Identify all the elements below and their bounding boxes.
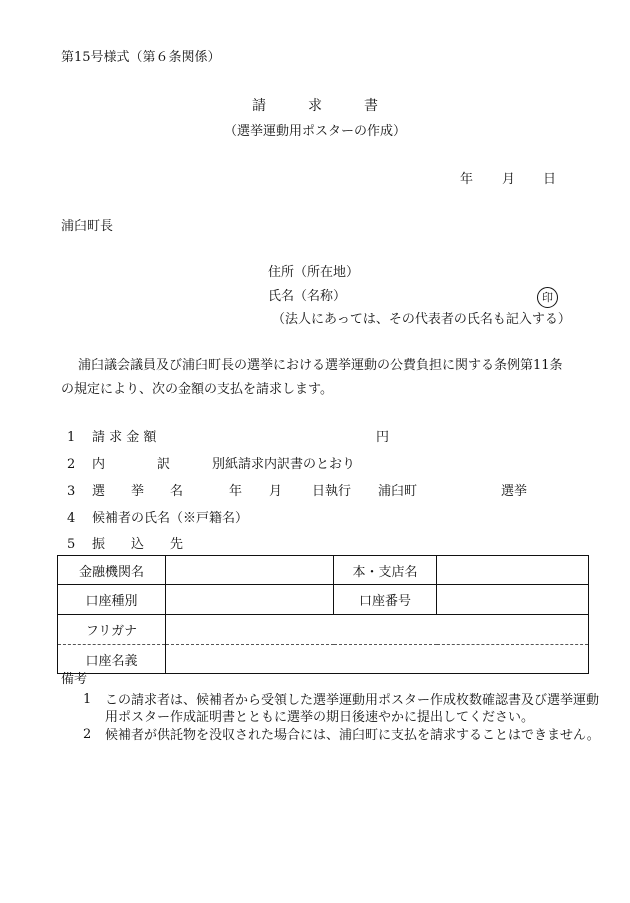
- account-number-label: 口座番号: [334, 585, 437, 615]
- document-subtitle: （選挙運動用ポスターの作成）: [223, 124, 406, 139]
- addressee: 浦臼町長: [61, 219, 114, 234]
- date-year: 年: [460, 172, 474, 187]
- item-number: 5: [67, 537, 76, 552]
- seal-mark: 印: [537, 287, 558, 308]
- branch-label: 本・支店名: [334, 556, 437, 585]
- election-town: 浦臼町: [378, 484, 418, 499]
- note-number: 1: [83, 692, 92, 707]
- item-number: 1: [67, 430, 76, 445]
- note-number: 2: [83, 727, 92, 742]
- account-type-label: 口座種別: [58, 585, 166, 615]
- institution-field[interactable]: [166, 556, 334, 585]
- corporation-note: （法人にあっては、その代表者の氏名も記入する）: [272, 312, 571, 327]
- breakdown-value: 別紙請求内訳書のとおり: [212, 457, 356, 472]
- note-text: 候補者が供託物を没収された場合には、浦臼町に支払を請求することはできません。: [105, 728, 600, 743]
- item-number: 3: [67, 484, 76, 499]
- name-label: 氏名（名称）: [268, 289, 347, 304]
- account-name-field[interactable]: [166, 645, 589, 674]
- note-text: この請求者は、候補者から受領した選挙運動用ポスター作成枚数確認書及び選挙運動用ポスター作成証明書とともに選挙の期日後速やかに提出してください。: [105, 693, 600, 725]
- table-row: [58, 585, 589, 615]
- body-line-1: 浦臼議会議員及び浦臼町長の選挙における選挙運動の公費負担に関する条例第11条: [78, 358, 563, 373]
- notes-heading: 備考: [61, 672, 88, 687]
- item-number: 2: [67, 457, 76, 472]
- table-row: [58, 615, 589, 645]
- election-suffix: 選挙: [501, 484, 528, 499]
- table-row: [58, 645, 589, 674]
- item-label: 内 訳: [92, 457, 171, 472]
- furigana-field[interactable]: [166, 615, 589, 645]
- address-label: 住所（所在地）: [268, 265, 360, 280]
- branch-field[interactable]: [437, 556, 589, 585]
- amount-unit: 円: [376, 430, 390, 445]
- date-month: 月: [502, 172, 516, 187]
- bank-account-table: [57, 555, 589, 674]
- item-label: 選 挙 名: [92, 484, 184, 499]
- item-label: 候補者の氏名（※戸籍名）: [92, 511, 249, 526]
- institution-label: 金融機関名: [58, 556, 166, 585]
- election-month: 月: [269, 484, 283, 499]
- item-number: 4: [67, 511, 76, 526]
- form-number: 第15号様式（第６条関係）: [61, 50, 221, 65]
- furigana-label: フリガナ: [58, 615, 166, 645]
- account-name-label: 口座名義: [58, 645, 166, 674]
- election-year: 年: [229, 484, 243, 499]
- document-title: 請 求 書: [252, 98, 378, 114]
- account-number-field[interactable]: [437, 585, 589, 615]
- body-line-2: の規定により、次の金額の支払を請求します。: [61, 382, 333, 397]
- date-day: 日: [543, 172, 557, 187]
- election-day: 日執行: [312, 484, 352, 499]
- account-type-field[interactable]: [166, 585, 334, 615]
- item-label: 振 込 先: [92, 537, 184, 552]
- table-row: [58, 556, 589, 585]
- item-label: 請 求 金 額: [92, 430, 157, 445]
